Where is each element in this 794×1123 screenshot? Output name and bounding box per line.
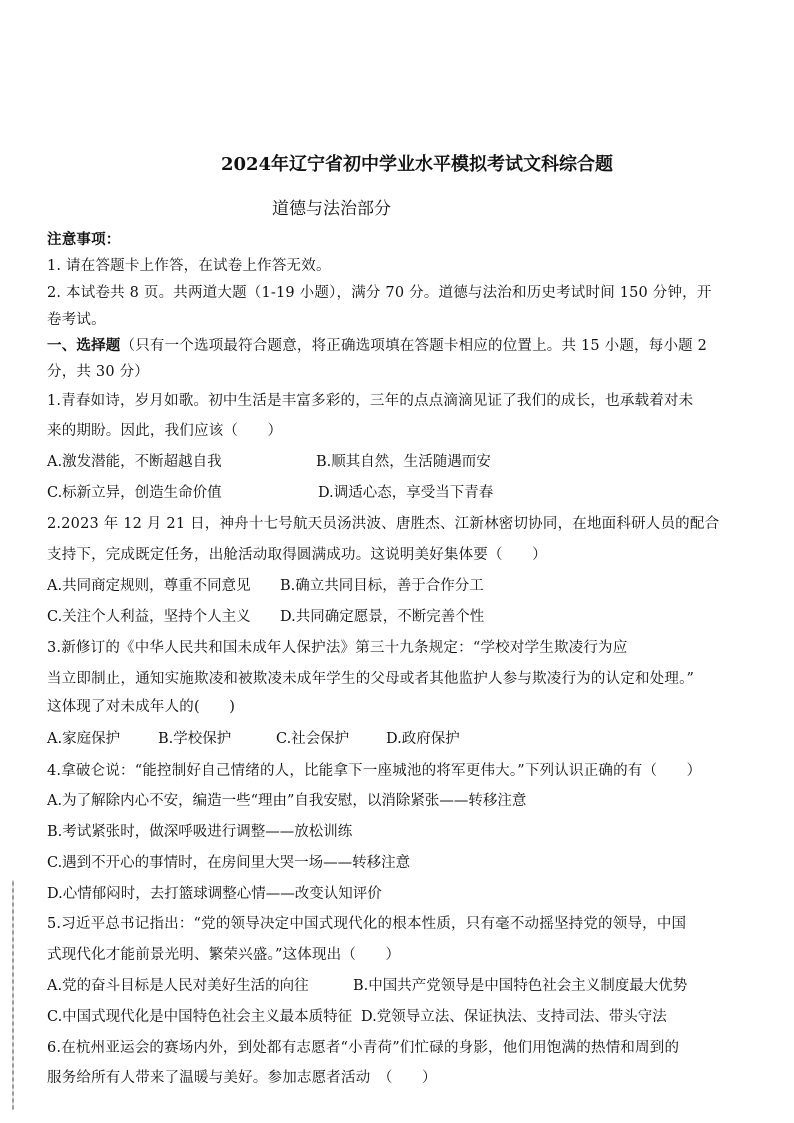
question-5-option-c: C.中国式现代化是中国特色社会主义最本质特征	[47, 1009, 353, 1025]
question-3-option-c: C.社会保护	[276, 731, 350, 747]
question-3-option-d: D.政府保护	[386, 731, 460, 747]
section-1-heading: 一、选择题	[47, 337, 121, 354]
question-1-option-b: B.顺其自然，生活随遇而安	[316, 454, 491, 470]
question-5-option-a: A.党的奋斗目标是人民对美好生活的向往	[47, 978, 309, 994]
notes-item-2-line-1: 2. 本试卷共 8 页。共两道大题（1-19 小题），满分 70 分。道德与法治和历史考试时间 150 分钟，开	[47, 285, 712, 301]
section-1-instruction-line-2: 分，共 30 分）	[47, 364, 149, 380]
question-5-option-b: B.中国共产党领导是中国特色社会主义制度最大优势	[353, 978, 688, 994]
question-3-option-a: A.家庭保护	[47, 731, 121, 747]
question-3-stem-line-1: 3.新修订的《中华人民共和国未成年人保护法》第三十九条规定：“学校对学生欺凌行为应	[47, 640, 628, 656]
question-1-option-a: A.激发潜能，不断超越自我	[47, 454, 222, 470]
question-2-option-d: D.共同确定愿景，不断完善个性	[280, 609, 485, 625]
section-1-instruction-text: （只有一个选项最符合题意，将正确选项填在答题卡相应的位置上。共 15 小题，每小题 2	[120, 338, 708, 354]
question-1-stem-line-1: 1.青春如诗，岁月如歌。初中生活是丰富多彩的，三年的点点滴滴见证了我们的成长，也承载着对未	[47, 393, 694, 409]
question-4-option-c: C.遇到不开心的事情时，在房间里大哭一场——转移注意	[47, 855, 411, 871]
question-6-stem-line-1: 6.在杭州亚运会的赛场内外，到处都有志愿者“小青荷”们忙碌的身影，他们用饱满的热情和周到的	[47, 1040, 680, 1056]
question-4-stem-line-1: 4.拿破仑说：“能控制好自己情绪的人，比能拿下一座城池的将军更伟大。”下列认识正确的有（ ）	[47, 763, 702, 779]
question-2-option-c: C.关注个人利益，坚持个人主义	[47, 609, 251, 625]
question-4-option-b: B.考试紧张时，做深呼吸进行调整——放松训练	[47, 824, 353, 840]
exam-title: 2024年辽宁省初中学业水平模拟考试文科综合题	[220, 154, 614, 175]
question-2-stem-line-2: 支持下，完成既定任务，出舱活动取得圆满成功。这说明美好集体要（ ）	[47, 547, 547, 563]
question-4-option-a: A.为了解除内心不安，编造一些“理由”自我安慰，以消除紧张——转移注意	[47, 793, 527, 809]
question-4-option-d: D.心情郁闷时，去打篮球调整心情——改变认知评价	[47, 886, 382, 902]
notes-item-1: 1. 请在答题卡上作答，在试卷上作答无效。	[47, 258, 331, 274]
question-1-stem-line-2: 来的期盼。因此，我们应该（ ）	[47, 423, 283, 439]
question-2-option-a: A.共同商定规则，尊重不同意见	[47, 578, 251, 594]
question-1-option-c: C.标新立异，创造生命价值	[47, 485, 222, 501]
question-3-option-b: B.学校保护	[158, 731, 232, 747]
section-1-instruction	[47, 336, 707, 356]
binding-margin-dots	[12, 880, 14, 1110]
question-3-stem-line-3: 这体现了对未成年人的( )	[47, 699, 236, 715]
notes-item-2-line-2: 卷考试。	[47, 312, 106, 328]
question-5-option-d: D.党领导立法、保证执法、支持司法、带头守法	[361, 1009, 667, 1025]
question-5-stem-line-2: 式现代化才能前景光明、繁荣兴盛。”这体现出（ ）	[47, 947, 401, 963]
question-5-stem-line-1: 5.习近平总书记指出：“党的领导决定中国式现代化的根本性质，只有毫不动摇坚持党的领导，中国	[47, 916, 687, 932]
notes-heading: 注意事项：	[47, 231, 121, 248]
section-subtitle: 道德与法治部分	[272, 199, 391, 219]
question-2-option-b: B.确立共同目标，善于合作分工	[280, 578, 484, 594]
question-2-stem-line-1: 2.2023 年 12 月 21 日，神舟十七号航天员汤洪波、唐胜杰、江新林密切协同，在地面科研人员的配合	[47, 516, 720, 532]
question-1-option-d: D.调适心态，享受当下青春	[318, 485, 494, 501]
question-6-stem-line-2: 服务给所有人带来了温暖与美好。参加志愿者活动 （ ）	[47, 1070, 437, 1086]
question-3-stem-line-2: 当立即制止，通知实施欺凌和被欺凌未成年学生的父母或者其他监护人参与欺凌行为的认定和处理。”	[47, 671, 695, 687]
